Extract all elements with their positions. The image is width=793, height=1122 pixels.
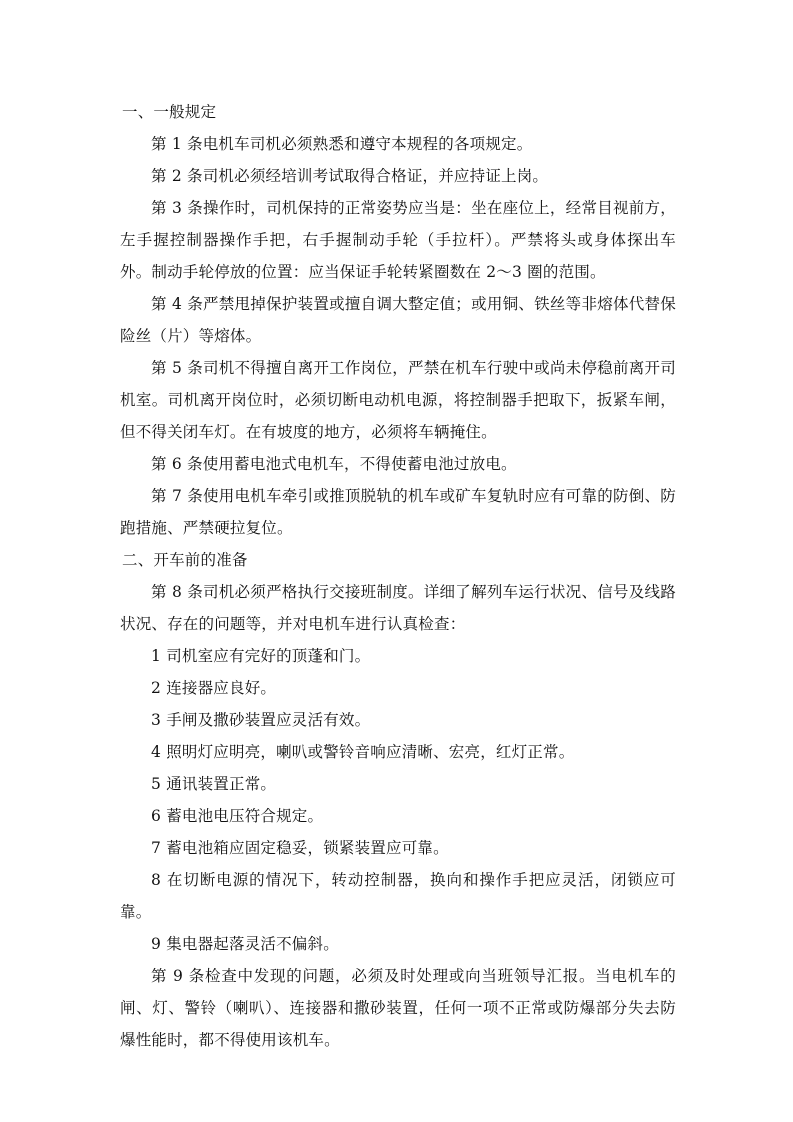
list-item: 8 在切断电源的情况下，转动控制器，换向和操作手把应灵活，闭锁应可靠。	[120, 871, 676, 921]
paragraph: 第 8 条司机必须严格执行交接班制度。详细了解列车运行状况、信号及线路状况、存在的问题等，并对电机车进行认真检查：	[120, 583, 676, 633]
list-item: 1 司机室应有完好的顶蓬和门。	[151, 647, 371, 665]
paragraph: 第 3 条操作时，司机保持的正常姿势应当是：坐在座位上，经常目视前方，左手握控制器操作手把，右手握制动手轮（手拉杆）。严禁将头或身体探出车外。制动手轮停放的位置：应当保证手轮转紧圈数在 2～3 圈的范围。	[120, 199, 676, 281]
paragraph: 第 6 条使用蓄电池式电机车，不得使蓄电池过放电。	[151, 455, 517, 473]
list-item: 5 通讯装置正常。	[151, 775, 277, 793]
section-heading: 一、一般规定	[122, 103, 217, 121]
paragraph: 第 5 条司机不得擅自离开工作岗位，严禁在机车行驶中或尚未停稳前离开司机室。司机离开岗位时，必须切断电动机电源，将控制器手把取下，扳紧车闸，但不得关闭车灯。在有坡度的地方，必须将车辆掩住。	[120, 359, 676, 441]
list-item: 6 蓄电池电压符合规定。	[151, 807, 324, 825]
paragraph: 第 4 条严禁甩掉保护装置或擅自调大整定值；或用铜、铁丝等非熔体代替保险丝（片）等熔体。	[120, 295, 676, 345]
list-item: 3 手闸及撒砂装置应灵活有效。	[151, 711, 371, 729]
paragraph: 第 7 条使用电机车牵引或推顶脱轨的机车或矿车复轨时应有可靠的防倒、防跑措施、严禁硬拉复位。	[120, 487, 676, 537]
paragraph: 第 9 条检查中发现的问题，必须及时处理或向当班领导汇报。当电机车的闸、灯、警铃（喇叭）、连接器和撒砂装置，任何一项不正常或防爆部分失去防爆性能时，都不得使用该机车。	[120, 967, 676, 1049]
document-page	[120, 96, 676, 1056]
list-item: 4 照明灯应明亮，喇叭或警铃音响应清晰、宏亮，红灯正常。	[151, 743, 575, 761]
paragraph: 第 2 条司机必须经培训考试取得合格证，并应持证上岗。	[151, 167, 549, 185]
section-heading: 二、开车前的准备	[122, 551, 248, 569]
list-item: 2 连接器应良好。	[151, 679, 277, 697]
list-item: 7 蓄电池箱应固定稳妥，锁紧装置应可靠。	[151, 839, 449, 857]
paragraph: 第 1 条电机车司机必须熟悉和遵守本规程的各项规定。	[151, 135, 533, 153]
list-item: 9 集电器起落灵活不偏斜。	[151, 935, 339, 953]
